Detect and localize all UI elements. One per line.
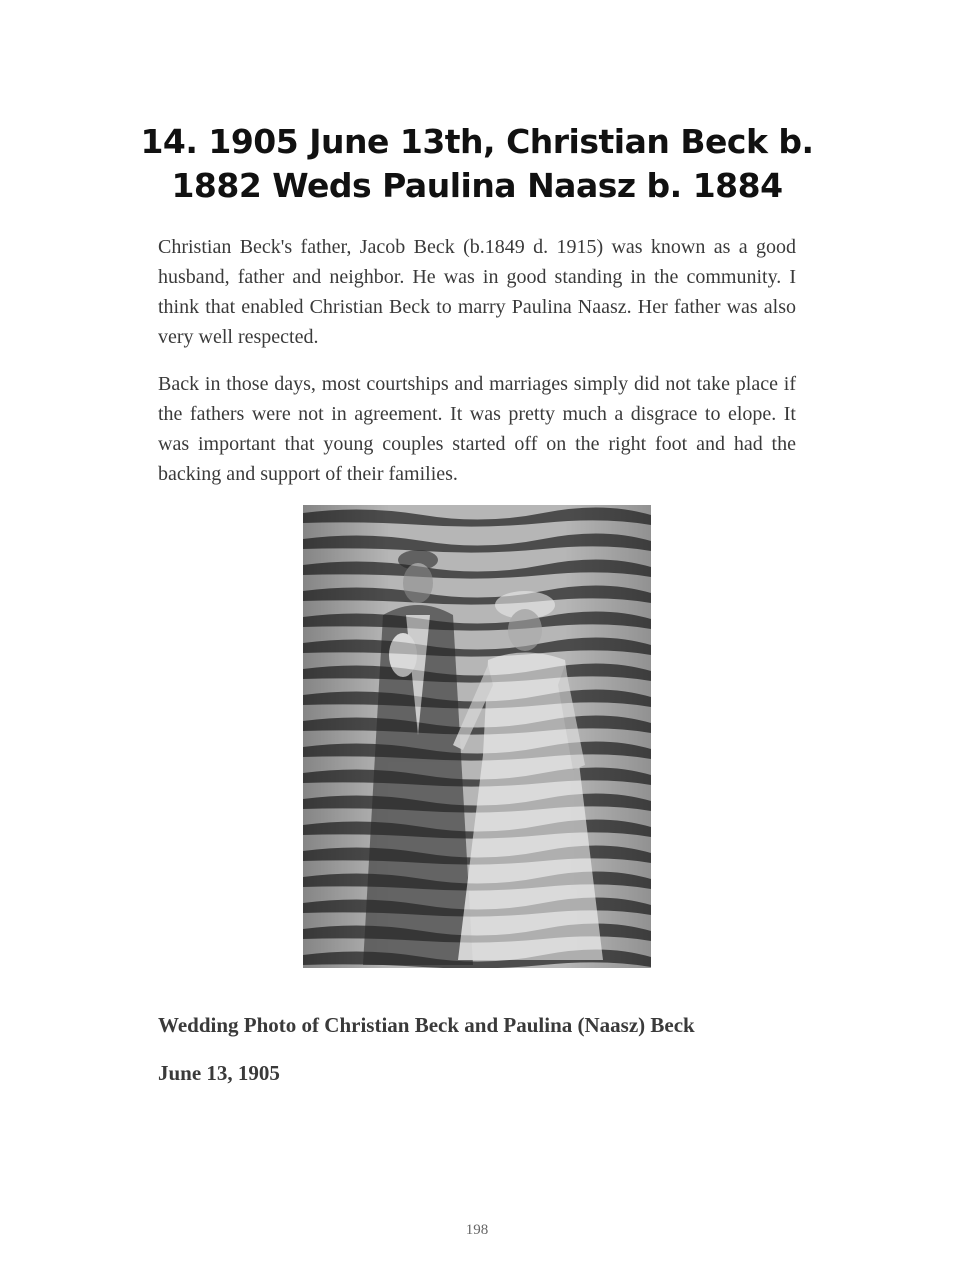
photo-caption: Wedding Photo of Christian Beck and Paulina (Naasz) Beck <box>158 1013 695 1037</box>
page-number: 198 <box>465 1222 489 1238</box>
chapter-title-line-2: 1882 Weds Paulina Naasz b. 1884 <box>171 166 783 205</box>
wedding-photo-image <box>303 505 651 968</box>
chapter-title <box>130 120 824 208</box>
body-paragraph-2: Back in those days, most courtships and marriages simply did not take place if the fathers were not in agreement. It was pretty much a disgrace to elope. It was important that young couples started off on the right foot and had the backing and support of their families. <box>158 373 796 485</box>
wedding-photo <box>303 505 651 968</box>
chapter-title-line-1: 14. 1905 June 13th, Christian Beck b. <box>140 122 814 161</box>
photo-date: June 13, 1905 <box>158 1061 280 1085</box>
body-paragraph-1: Christian Beck's father, Jacob Beck (b.1849 d. 1915) was known as a good husband, father and neighbor. He was in good standing in the community. I think that enabled Christian Beck to marry Paulina Naasz. Her father was also very well respected. <box>158 236 796 348</box>
